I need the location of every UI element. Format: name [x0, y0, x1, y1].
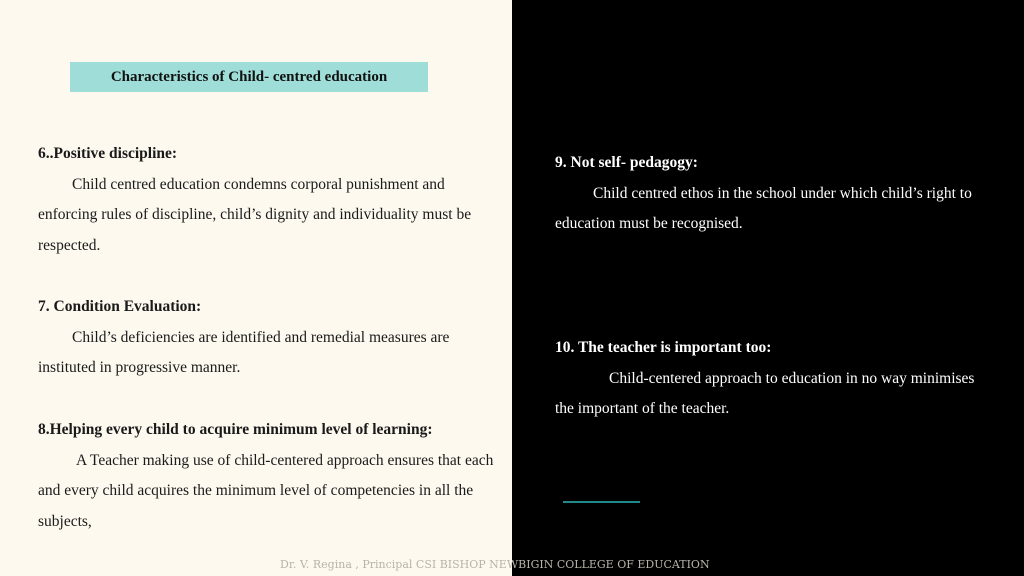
section-positive-discipline [38, 139, 503, 262]
section-heading: 9. Not self- pedagogy: [555, 154, 698, 171]
section-condition-evaluation [38, 292, 503, 384]
right-panel [512, 0, 1024, 576]
section-teacher-important [555, 333, 995, 425]
section-heading: 7. Condition Evaluation: [38, 298, 202, 315]
section-body: Child centred ethos in the school under which child’s right to education must be recognised. [555, 184, 972, 233]
section-minimum-learning [38, 415, 503, 538]
footer-credit: Dr. V. Regina , Principal CSI BISHOP NEWBIGIN COLLEGE OF EDUCATION [280, 558, 710, 571]
section-heading: 10. The teacher is important too: [555, 339, 772, 356]
section-body: A Teacher making use of child-centered approach ensures that each and every child acquires the minimum level of competencies in all the subjects, [38, 451, 494, 531]
slide-title: Characteristics of Child- centred education [70, 62, 428, 92]
section-body: Child-centered approach to education in no way minimises the important of the teacher. [555, 369, 975, 418]
section-body: Child centred education condemns corporal punishment and enforcing rules of discipline, child’s dignity and individuality must be respected. [38, 175, 472, 255]
section-not-self-pedagogy [555, 148, 995, 240]
section-heading: 8.Helping every child to acquire minimum level of learning: [38, 421, 433, 438]
section-heading: 6..Positive discipline: [38, 145, 178, 162]
accent-divider [563, 501, 640, 503]
section-body: Child’s deficiencies are identified and remedial measures are instituted in progressive manner. [38, 328, 450, 377]
